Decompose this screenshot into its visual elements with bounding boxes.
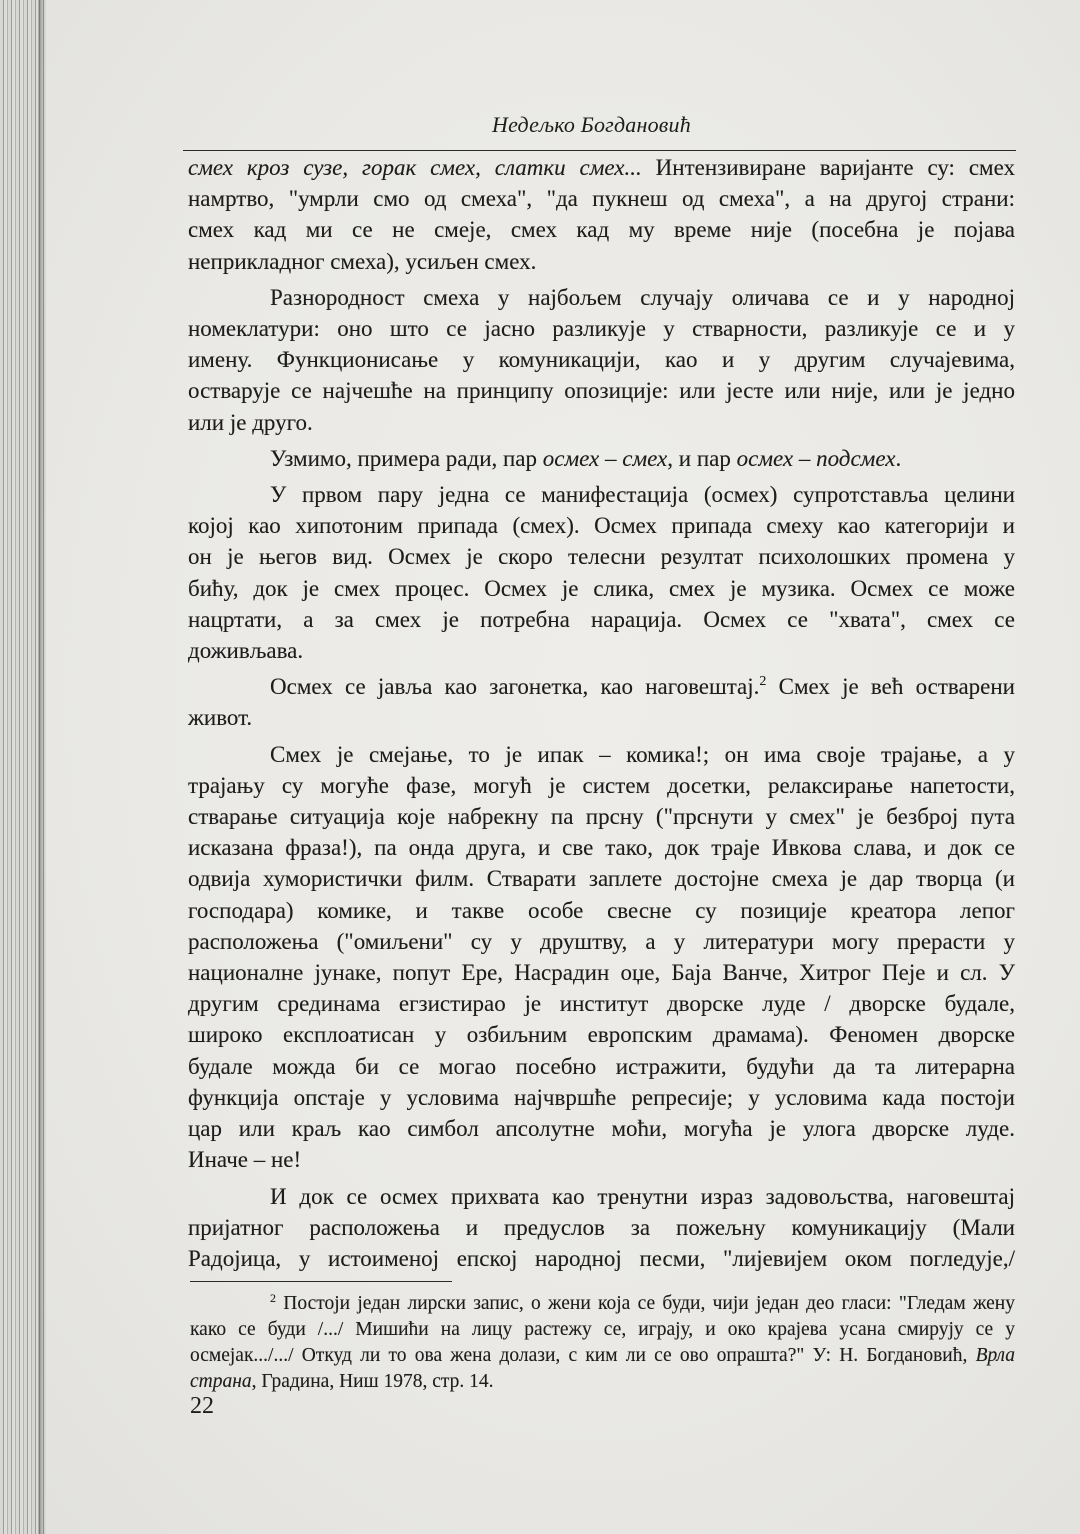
text-line: неприкладног смеха), усиљен смех.	[188, 248, 537, 274]
text-line: имену. Функционисање у комуникацији, као и у другим случајевима,	[188, 347, 1015, 373]
text-line: широко експлоатисан у озбиљним европским драмама). Феномен дворске	[188, 1022, 1015, 1048]
running-header: Недељко Богдановић	[492, 112, 691, 137]
text-line: Смех је смејање, то је ипак – комика!; он има своје трајање, а у	[270, 741, 1015, 767]
footnote-line	[190, 1343, 1015, 1369]
text-line: будале можда би се могао посебно истражити, будући да та литерарна	[188, 1053, 1015, 1079]
text-segment: , и пар	[667, 445, 737, 471]
text-line	[188, 152, 1015, 183]
text-line: живот.	[188, 705, 253, 731]
text-line: номеклатури: оно што се јасно разликује у стварности, разликује се и у	[188, 316, 1015, 342]
paragraph	[188, 443, 1015, 474]
page-stack-edge	[0, 0, 46, 1534]
italic-phrase: смех кроз сузе, горак смех, слатки смех...	[188, 155, 642, 180]
text-line: којој као хипотоним припада (смех). Осмех припада смеху као категорији и	[188, 513, 1015, 539]
text-line: Радојица, у истоименој епској народној песми, "лијевијем оком погледује,/	[188, 1245, 1015, 1271]
paragraph	[188, 671, 1015, 733]
paragraph	[188, 739, 1015, 1176]
text-line: доживљава.	[188, 638, 304, 664]
italic-phrase: осмех – подсмех	[736, 445, 896, 471]
main-text	[188, 152, 1015, 1274]
page-number: 22	[190, 1393, 214, 1419]
text-line: остварује се најчешће на принципу опозиције: или јесте или није, или је једно	[188, 378, 1015, 404]
paragraph	[188, 1181, 1015, 1275]
footnote-marker: 2	[270, 1291, 276, 1305]
footnote-line	[190, 1369, 1015, 1395]
text-segment: , Градина, Ниш 1978, стр. 14.	[251, 1371, 494, 1392]
text-line: стварање ситуација које набрекну па прсну ("прснути у смех" је безброј пута	[188, 804, 1015, 830]
italic-phrase: осмех – смех	[542, 445, 668, 471]
text-line: другим срединама егзистирао је институт дворске луде / дворске будале,	[188, 991, 1015, 1017]
text-line: функција опстаје у условима најчвршће репресије; у условима када постоји	[188, 1084, 1015, 1110]
text-segment: Интензивиране варијанте су: смех	[641, 155, 1015, 180]
text-line: или је друго.	[188, 409, 313, 435]
text-segment: Смех је већ остварени	[766, 674, 1015, 700]
text-line: смех кад ми се не смеје, смех кад му време није (посебна је појава	[188, 217, 1015, 243]
text-line: нацртати, а за смех је потребна нарација. Осмех се "хвата", смех се	[188, 606, 1015, 632]
paragraph	[188, 479, 1015, 666]
text-segment: Осмех се јавља као загонетка, као наговештај.	[270, 674, 760, 700]
footnote-line	[190, 1291, 1015, 1317]
text-line	[188, 671, 1015, 702]
text-line: одвија хумористички филм. Стварати заплете достојне смеха је дар творца (и	[188, 866, 1015, 892]
footnote-reference: 2	[759, 674, 767, 690]
text-line: бићу, док је смех процес. Осмех је слика, смех је музика. Осмех се може	[188, 575, 1015, 601]
text-line: цар или краљ као симбол апсолутне моћи, могућа је улога дворске луде.	[188, 1116, 1015, 1142]
text-segment: .	[895, 445, 902, 471]
text-line: Разнородност смеха у најбољем случају оличава се и у народној	[270, 284, 1015, 310]
footnote-rule	[190, 1281, 452, 1282]
italic-phrase: Врла	[975, 1345, 1015, 1366]
footnote-line: како се буди /.../ Мишићи на лицу растежу се, играју, и око крајева усана смирују се у	[190, 1319, 1015, 1340]
text-line: У првом пару једна се манифестација (осмех) супротставља целини	[270, 482, 1015, 508]
text-line: господара) комике, и такве особе свесне су позиције креатора лепог	[188, 897, 1015, 923]
text-line: намртво, "умрли смо од смеха", "да пукнеш од смеха", а на другој страни:	[188, 186, 1015, 212]
text-line: трајању су могуће фазе, могућ је систем досетки, релаксирање напетости,	[188, 772, 1015, 798]
header-rule	[183, 150, 1016, 151]
text-line: Иначе – не!	[188, 1147, 302, 1173]
text-segment: Постоји један лирски запис, о жени која се буди, чији један део гласи: "Гледам жену	[276, 1293, 1015, 1314]
text-line: расположења ("омиљени" су у друштву, а у литератури могу прерасти у	[188, 928, 1015, 954]
paragraph	[188, 152, 1015, 277]
text-segment: Узмимо, примера ради, пар	[270, 445, 543, 471]
italic-phrase: страна	[190, 1371, 252, 1392]
text-segment: осмејак.../.../ Откуд ли то ова жена долази, с ким ли се ово опрашта?" У: Н. Богдановић,	[190, 1345, 976, 1366]
text-line: И док се осмех прихвата као тренутни израз задовољства, наговештај	[270, 1183, 1015, 1209]
text-line	[188, 443, 1015, 474]
footnote	[190, 1291, 1015, 1395]
text-line: исказана фраза!), па онда друга, и све тако, док траје Ивкова слава, и док се	[188, 835, 1015, 861]
text-line: националне јунаке, попут Ере, Насрадин оџе, Баја Ванче, Хитрог Пеје и сл. У	[188, 960, 1015, 986]
text-line: он је његов вид. Осмех је скоро телесни резултат психолошких промена у	[188, 544, 1015, 570]
paragraph	[188, 282, 1015, 438]
text-line: пријатног расположења и предуслов за пожељну комуникацију (Мали	[188, 1214, 1015, 1240]
